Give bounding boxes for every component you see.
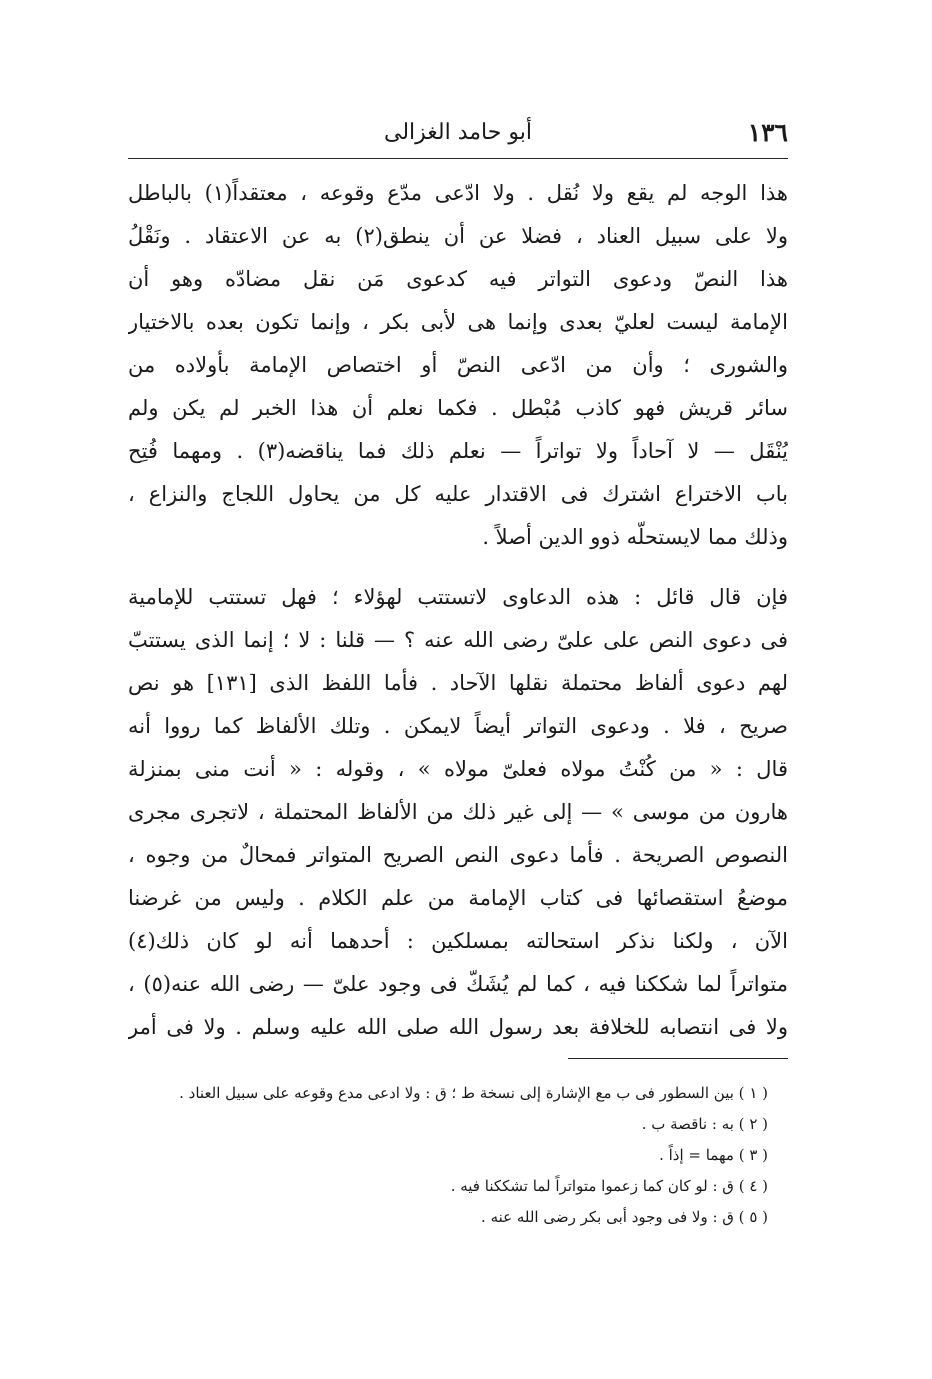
- text-line: ولا على سبيل العناد ، فضلا عن أن ينطق(٢) به عن الاعتقاد . ونَقْلُ: [128, 224, 788, 248]
- text-line: موضعُ استقصائها فى كتاب الإمامة من علم الكلام . وليس من غرضنا: [128, 886, 788, 910]
- page-number: ١٣٦: [747, 118, 788, 147]
- text-line: لهم دعوى ألفاظ محتملة نقلها الآحاد . فأما اللفظ الذى [١٣١] هو نص: [128, 671, 788, 695]
- text-line: باب الاختراع اشترك فى الاقتدار عليه كل من يحاول اللجاج والنزاع ،: [128, 482, 788, 506]
- footnote: ( ١ ) بين السطور فى ب مع الإشارة إلى نسخة ط ؛ ق : ولا ادعى مدع وقوعه على سبيل العناد .: [179, 1084, 768, 1102]
- text-line: فى دعوى النص على علىّ رضى الله عنه ؟ — قلنا : لا ؛ إنما الذى يستتبّ: [128, 628, 788, 652]
- text-line: متواتراً لما شككنا فيه ، كما لم يُشَكّ فى وجود علىّ — رضى الله عنه(٥) ،: [128, 972, 788, 996]
- text-line: هذا النصّ ودعوى التواتر فيه كدعوى مَن نقل مضادّه وهو أن: [128, 267, 788, 291]
- text-line: النصوص الصريحة . فأما دعوى النص الصريح المتواتر فمحالٌ من وجوه ،: [128, 843, 788, 867]
- text-line: قال : « من كُنْتُ مولاه فعلىّ مولاه » ، وقوله : « أنت منى بمنزلة: [128, 757, 788, 781]
- footnote: ( ٤ ) ق : لو كان كما زعموا متواتراً لما تشككنا فيه .: [450, 1177, 768, 1195]
- text-line: الإمامة ليست لعليّ بعدى وإنما هى لأبى بكر ، وإنما تكون بعده بالاختيار: [128, 310, 788, 334]
- text-line: الآن ، ولكنا نذكر استحالته بمسلكين : أحدهما أنه لو كان ذلك(٤): [128, 929, 788, 953]
- text-line: صريح ، فلا . ودعوى التواتر أيضاً لايمكن . وتلك الألفاظ كما رووا أنه: [128, 714, 788, 738]
- page-header: [128, 118, 788, 158]
- footnote-rule: [568, 1058, 788, 1059]
- text-line: والشورى ؛ وأن من ادّعى النصّ أو اختصاص الإمامة بأولاده من: [128, 353, 788, 377]
- text-line: هارون من موسى » — إلى غير ذلك من الألفاظ المحتملة ، لاتجرى مجرى: [128, 800, 788, 824]
- running-head: أبو حامد الغزالى: [384, 120, 532, 145]
- text-line: هذا الوجه لم يقع ولا نُقل . ولا ادّعى مدّع وقوعه ، معتقداً(١) بالباطل: [128, 181, 788, 205]
- footnotes: [128, 1078, 768, 1233]
- footnote: ( ٥ ) ق : ولا فى وجود أبى بكر رضى الله عنه .: [481, 1208, 768, 1226]
- footnote: ( ٢ ) به : ناقصة ب .: [641, 1115, 768, 1133]
- header-rule: [128, 158, 788, 159]
- paragraph-1: [128, 172, 788, 559]
- footnote: ( ٣ ) مهما = إذاً .: [659, 1146, 768, 1164]
- text-line: سائر قريش فهو كاذب مُبْطل . فكما نعلم أن هذا الخبر لم يكن ولم: [128, 396, 788, 420]
- text-line: ولا فى انتصابه للخلافة بعد رسول الله صلى الله عليه وسلم . ولا فى أمر: [128, 1015, 788, 1039]
- text-line: يُنْقَل — لا آحاداً ولا تواتراً — نعلم ذلك فما يناقضه(٣) . ومهما فُتِح: [128, 439, 788, 463]
- text-line: فإن قال قائل : هذه الدعاوى لاتستتب لهؤلاء ؛ فهل تستتب للإمامية: [128, 585, 788, 609]
- paragraph-2: [128, 576, 788, 1049]
- text-line: وذلك مما لايستحلّه ذوو الدين أصلاً .: [482, 525, 788, 549]
